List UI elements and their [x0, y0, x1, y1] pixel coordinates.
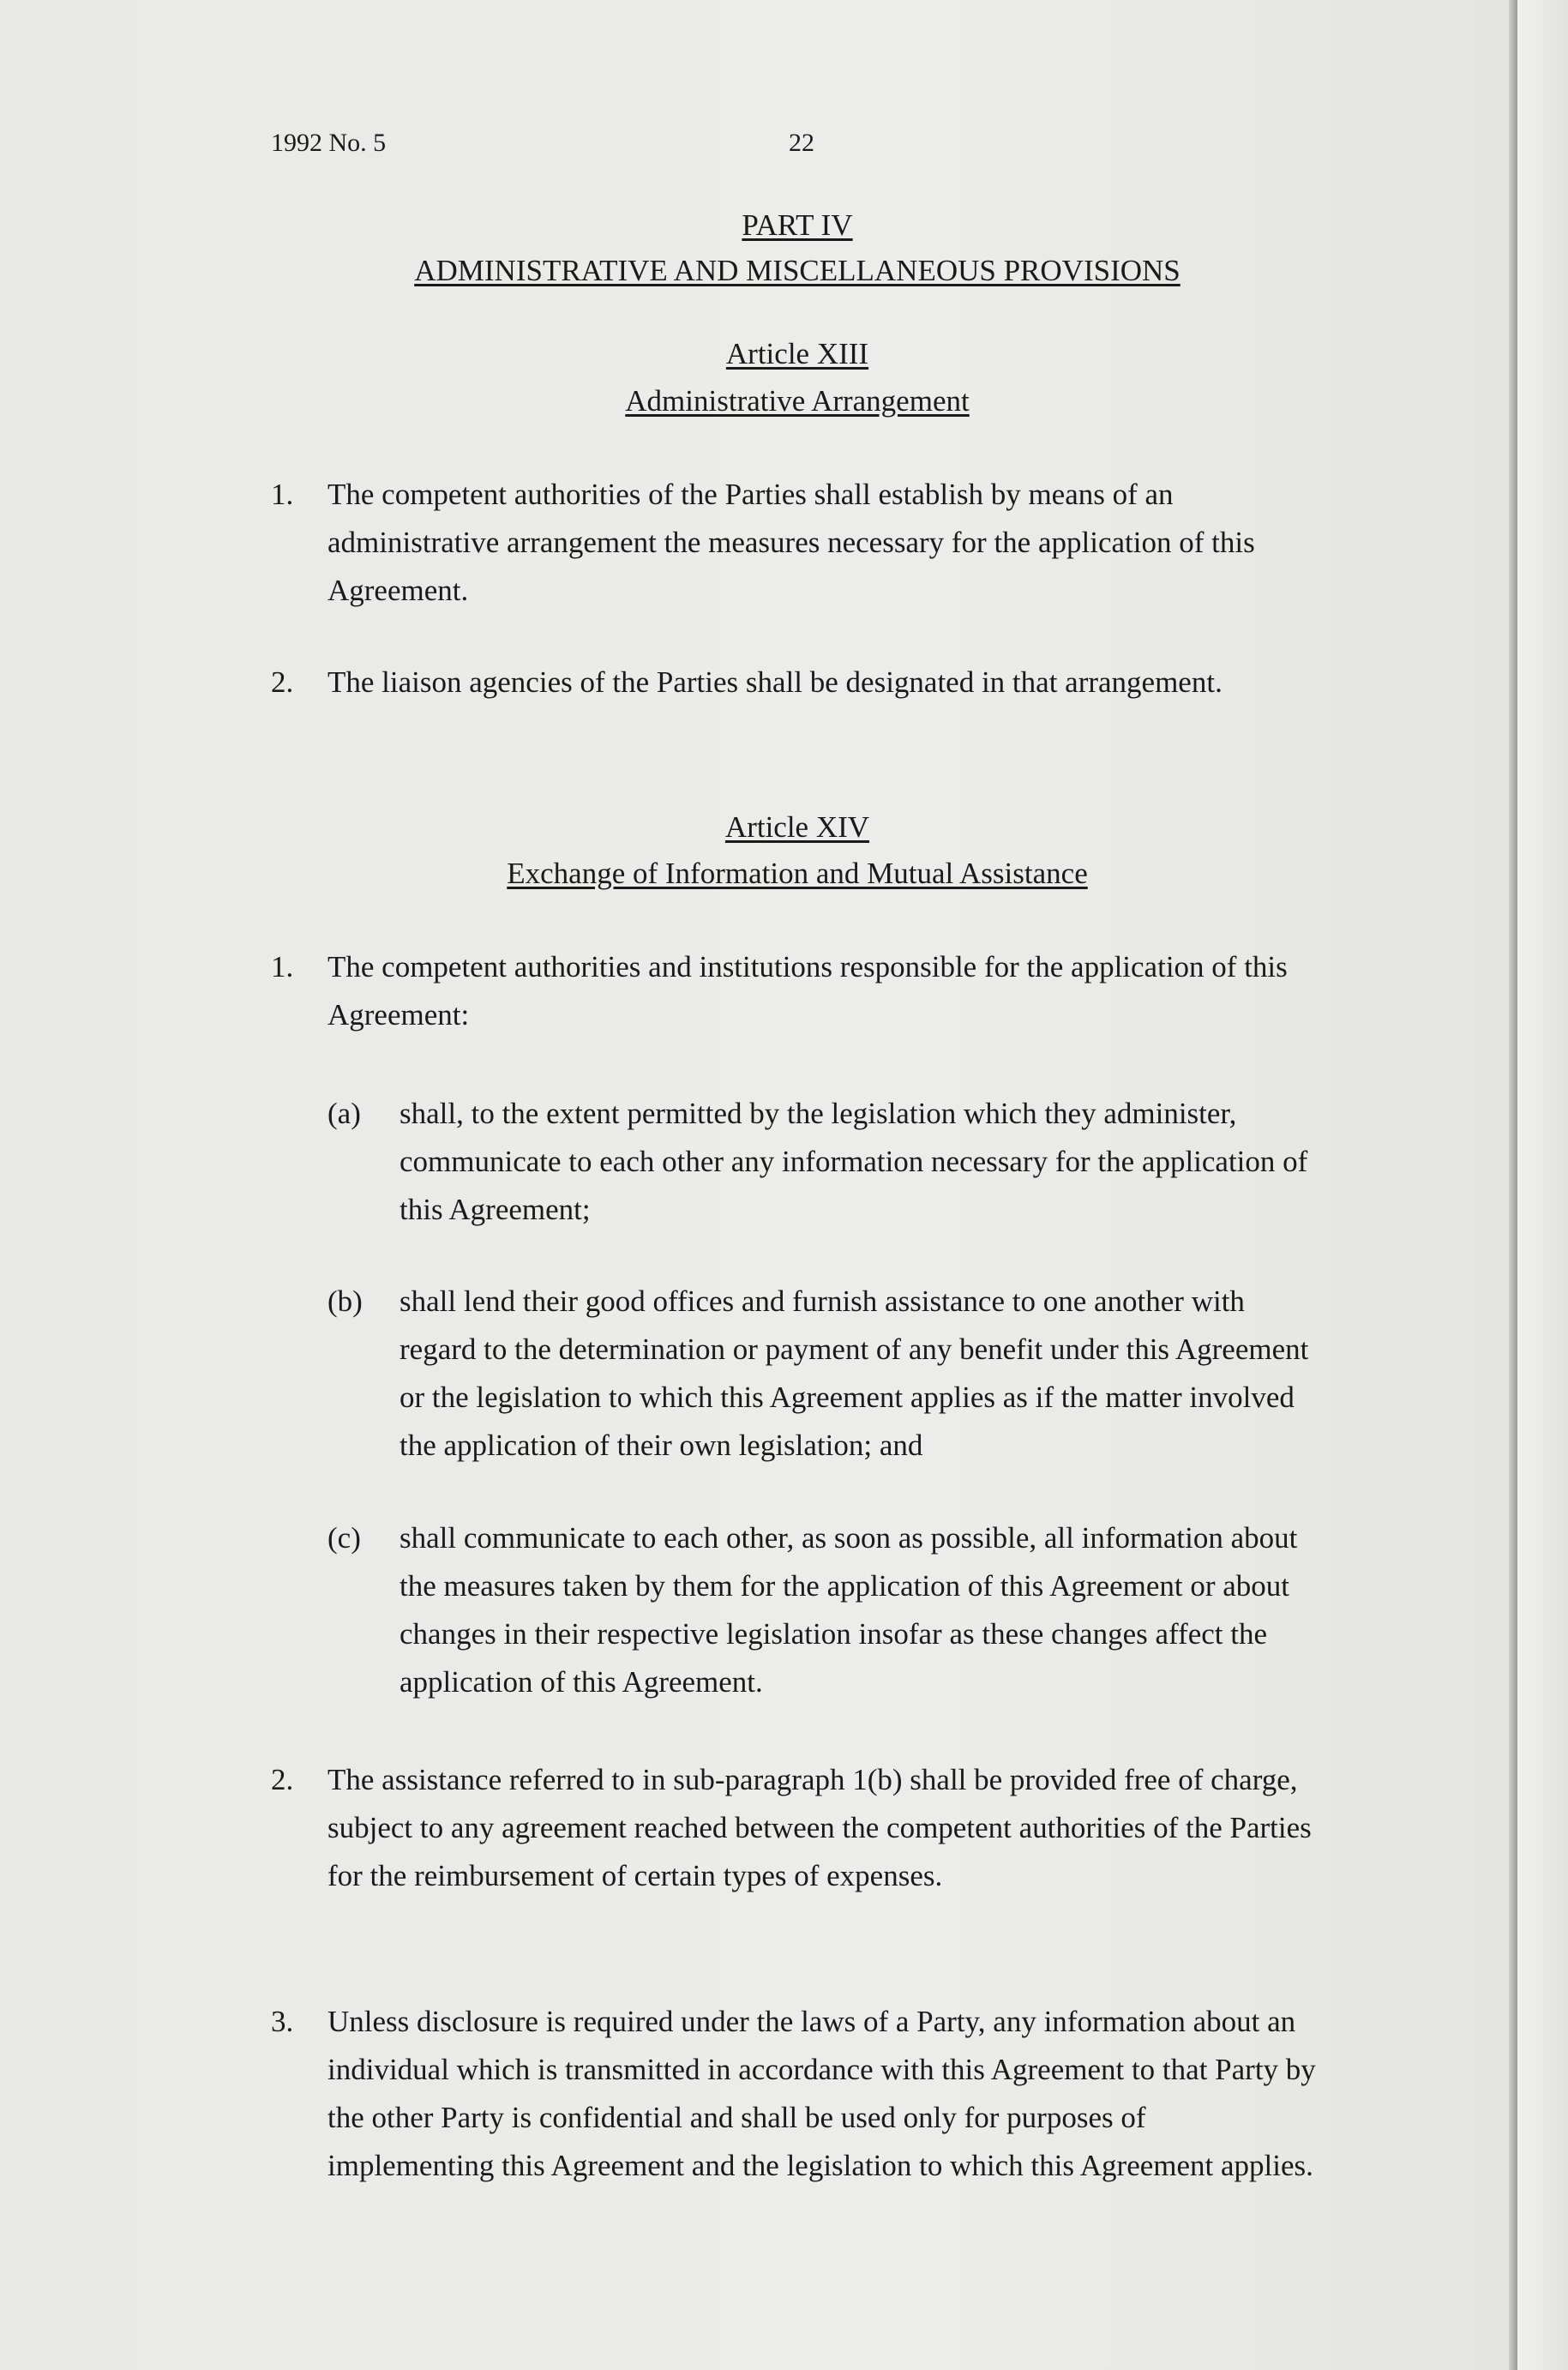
paragraph-number: 1.: [271, 950, 294, 983]
paragraph-text: The competent authorities and institutions responsible for the application of this Agreement:: [327, 950, 1288, 1032]
article-14-subtitle: Exchange of Information and Mutual Assistance: [507, 857, 1088, 890]
paragraph-text: Unless disclosure is required under the laws of a Party, any information about an individual which is transmitted in accordance with this Agreement to that Party by the other Party is confidential and shall be used only for purposes of implementing this Agreement and the legislation to which this Agreement applies.: [327, 2005, 1316, 2182]
subparagraph-letter: (b): [327, 1284, 363, 1318]
subparagraph-text: shall lend their good offices and furnish assistance to one another with regard to the determination or payment of any benefit under this Agreement or the legislation to which this Agreement applies as if the matter involved the application of their own legislation; and: [400, 1284, 1309, 1462]
article-14-subparagraph-b: [327, 1278, 1322, 1470]
article-13-paragraph-1: [271, 471, 1317, 615]
article-14-paragraph-1: [271, 943, 1317, 1039]
subparagraph-letter: (a): [327, 1097, 361, 1130]
article-13-paragraph-2: [271, 659, 1317, 707]
paragraph-text: The competent authorities of the Parties shall establish by means of an administrative arrangement the measures necessary for the application of this Agreement.: [327, 478, 1255, 607]
paragraph-number: 2.: [271, 1763, 294, 1796]
article-14-paragraph-2: [271, 1756, 1317, 1900]
article-14-subparagraph-c: [327, 1514, 1322, 1706]
page-number: 22: [789, 129, 814, 157]
subparagraph-letter: (c): [327, 1521, 361, 1555]
article-13-title: Article XIII: [725, 337, 869, 370]
paragraph-text: The assistance referred to in sub-paragraph 1(b) shall be provided free of charge, subject to any agreement reached between the competent authorities of the Parties for the reimbursement of certain types of expenses.: [327, 1763, 1312, 1892]
paragraph-number: 3.: [271, 2005, 294, 2038]
document-reference: 1992 No. 5: [271, 129, 387, 157]
subparagraph-text: shall communicate to each other, as soon as possible, all information about the measures taken by them for the application of this Agreement or about changes in their respective legislation insofar as these changes affect the application of this Agreement.: [400, 1521, 1298, 1699]
part-title: PART IV: [742, 208, 853, 242]
paragraph-number: 1.: [271, 478, 294, 511]
article-14-subparagraph-a: [327, 1090, 1322, 1234]
paragraph-text: The liaison agencies of the Parties shall be designated in that arrangement.: [327, 665, 1223, 699]
subparagraph-text: shall, to the extent permitted by the legislation which they administer, communicate to each other any information necessary for the application of this Agreement;: [400, 1097, 1308, 1226]
article-13-subtitle: Administrative Arrangement: [625, 384, 970, 418]
article-14-title: Article XIV: [724, 810, 870, 844]
part-subtitle: ADMINISTRATIVE AND MISCELLANEOUS PROVISIONS: [414, 254, 1181, 287]
article-14-paragraph-3: [271, 1998, 1317, 2190]
paragraph-number: 2.: [271, 665, 294, 699]
